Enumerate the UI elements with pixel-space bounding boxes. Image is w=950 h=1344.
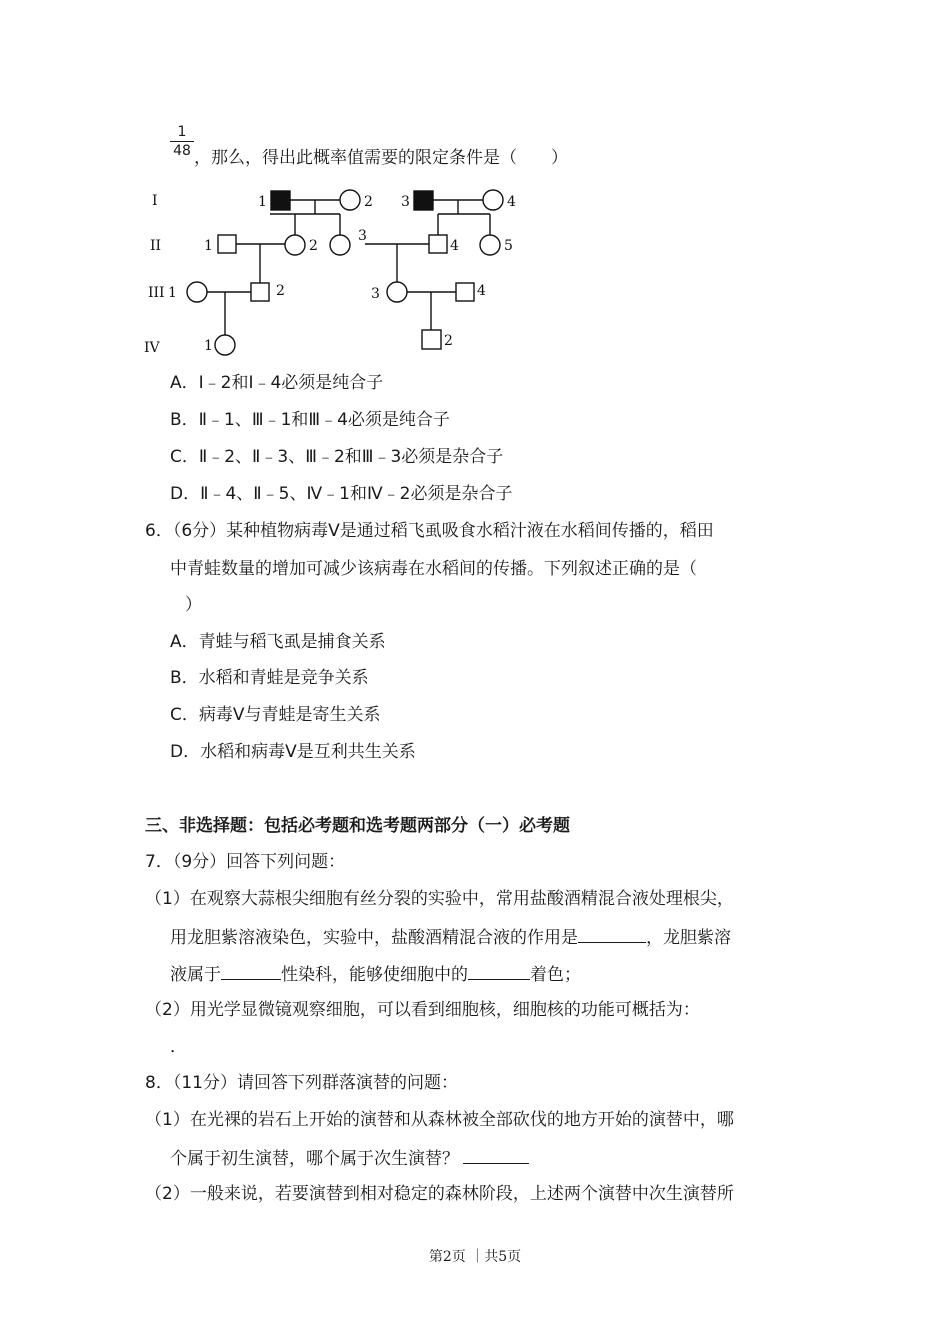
pedigree-female <box>483 190 503 210</box>
q8-part1-line1: （1）在光裸的岩石上开始的演替和从森林被全部砍伐的地方开始的演替中，哪 <box>145 1110 734 1130</box>
generation-label: I <box>152 193 158 209</box>
q7-text: 液属于 <box>170 965 221 985</box>
q6-option-c: C．病毒V与青蛙是寄生关系 <box>170 705 381 725</box>
individual-number: 1 <box>168 285 177 301</box>
q7-text: 着色； <box>530 965 581 985</box>
individual-number: 2 <box>444 333 453 349</box>
page-footer: 第2页 ｜共5页 <box>428 1249 522 1265</box>
individual-number: 3 <box>401 194 410 210</box>
q6-option-d: D．水稻和病毒V是互利共生关系 <box>170 742 416 762</box>
individual-number: 4 <box>507 194 516 210</box>
individual-number: 4 <box>477 283 486 299</box>
individual-number: 5 <box>504 238 513 254</box>
q7-text: ，龙胆紫溶 <box>646 928 731 948</box>
individual-number: 4 <box>450 238 459 254</box>
pedigree-male <box>251 283 269 301</box>
individual-number: 2 <box>309 238 318 254</box>
q8-part2-line1: （2）一般来说，若要演替到相对稳定的森林阶段，上述两个演替中次生演替所 <box>145 1184 734 1204</box>
answer-blank[interactable] <box>463 1145 529 1164</box>
q7-part1-line2 <box>170 924 731 950</box>
q7-part1-line1: （1）在观察大蒜根尖细胞有丝分裂的实验中，常用盐酸酒精混合液处理根尖， <box>145 889 734 909</box>
individual-number: 2 <box>364 194 373 210</box>
pedigree-male <box>429 235 447 253</box>
q7-text: 性染科，能够使细胞中的 <box>281 965 468 985</box>
pedigree-male <box>456 283 474 301</box>
q5-option-b: B．Ⅱ﹣1、Ⅲ﹣1和Ⅲ﹣4必须是纯合子 <box>170 410 450 430</box>
pedigree-female <box>387 282 407 302</box>
pedigree-female <box>285 235 305 255</box>
individual-number: 2 <box>276 283 285 299</box>
q8-text: 个属于初生演替，哪个属于次生演替？ <box>170 1149 459 1169</box>
q7-title: 7．（9分）回答下列问题： <box>145 852 346 872</box>
q6-option-b: B．水稻和青蛙是竞争关系 <box>170 668 369 688</box>
answer-blank[interactable] <box>221 961 281 980</box>
answer-blank[interactable] <box>578 924 646 943</box>
pedigree-male <box>422 330 441 349</box>
fraction-denominator: 48 <box>173 143 191 159</box>
pedigree-female <box>215 335 235 355</box>
q6-stem-line3: ） <box>185 595 202 615</box>
individual-number: 3 <box>358 228 367 244</box>
q7-part2-line1: （2）用光学显微镜观察细胞，可以看到细胞核，细胞核的功能可概括为： <box>145 1000 700 1020</box>
individual-number: 1 <box>204 238 213 254</box>
pedigree-male-affected <box>271 191 290 210</box>
answer-blank[interactable] <box>468 961 530 980</box>
generation-label: III <box>148 285 165 301</box>
pedigree-male-affected <box>414 191 433 210</box>
q7-part2-line2: ． <box>170 1037 187 1057</box>
q7-part1-line3 <box>170 961 581 987</box>
pedigree-female <box>340 190 360 210</box>
generation-label: II <box>150 238 162 254</box>
q6-stem-line2: 中青蛙数量的增加可减少该病毒在水稻间的传播。下列叙述正确的是（ <box>170 559 697 579</box>
individual-number: 1 <box>204 338 213 354</box>
q5-option-a: A．Ⅰ﹣2和Ⅰ﹣4必须是纯合子 <box>170 373 384 393</box>
q8-part1-line2 <box>170 1145 529 1171</box>
individual-number: 1 <box>258 194 267 210</box>
generation-label: IV <box>144 340 160 356</box>
q5-option-c: C．Ⅱ﹣2、Ⅱ﹣3、Ⅲ﹣2和Ⅲ﹣3必须是杂合子 <box>170 447 504 467</box>
q7-text: 用龙胆紫溶液染色，实验中，盐酸酒精混合液的作用是 <box>170 928 578 948</box>
section-heading: 三、非选择题：包括必考题和选考题两部分（一）必考题 <box>145 816 570 836</box>
q5-option-d: D．Ⅱ﹣4、Ⅱ﹣5、Ⅳ﹣1和Ⅳ﹣2必须是杂合子 <box>170 484 513 504</box>
fraction-numerator: 1 <box>170 124 194 142</box>
q6-option-a: A．青蛙与稻飞虱是捕食关系 <box>170 632 386 652</box>
q8-title: 8．（11分）请回答下列群落演替的问题： <box>145 1073 458 1093</box>
q6-stem-line1: 6．（6分）某种植物病毒V是通过稻飞虱吸食水稻汁液在水稻间传播的，稻田 <box>145 521 714 541</box>
q5-stem-tail: ，那么，得出此概率值需要的限定条件是（ ） <box>194 148 568 168</box>
probability-fraction <box>170 124 194 159</box>
pedigree-female <box>480 235 500 255</box>
pedigree-female <box>330 235 350 255</box>
pedigree-female <box>187 282 207 302</box>
individual-number: 3 <box>371 286 380 302</box>
pedigree-male <box>218 235 236 253</box>
pedigree-diagram <box>140 180 560 370</box>
